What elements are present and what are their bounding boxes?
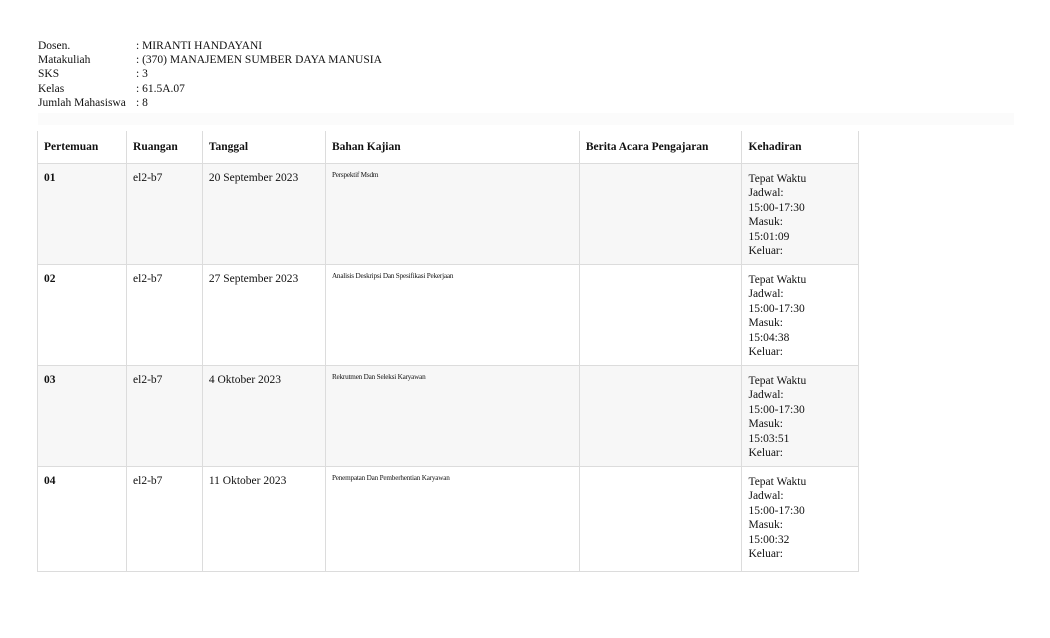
cell-pertemuan (38, 164, 127, 265)
pertemuan-number: 03 (44, 374, 56, 386)
kehadiran-status: Tepat Waktu (748, 274, 807, 286)
cell-berita-acara (579, 467, 742, 572)
cell-kehadiran (742, 265, 859, 366)
bahan-kajian-text: Analisis Deskripsi Dan Spesifikasi Pekerjaan (331, 272, 454, 280)
cell-ruangan: el2-b7 (127, 265, 203, 366)
kehadiran-masuk-label: Masuk: (748, 519, 783, 532)
cell-kehadiran (742, 164, 859, 265)
kehadiran-status: Tepat Waktu (748, 173, 807, 185)
header-berita-acara: Berita Acara Pengajaran (579, 131, 742, 164)
kehadiran-jadwal: 15:00-17:30 (748, 403, 805, 416)
table-row (38, 164, 859, 265)
info-row-jumlah-mahasiswa (38, 96, 382, 110)
kehadiran-jadwal: 15:00-17:30 (748, 504, 805, 517)
info-label: Kelas (38, 82, 65, 95)
cell-ruangan: el2-b7 (127, 366, 203, 467)
separator-band (38, 113, 1014, 125)
info-value: : MIRANTI HANDAYANI (136, 40, 263, 52)
info-label: Dosen. (38, 40, 71, 52)
kehadiran-masuk-label: Masuk: (748, 317, 783, 330)
kehadiran-jadwal: 15:00-17:30 (748, 201, 805, 214)
bahan-kajian-text: Perspektif Msdm (331, 171, 379, 179)
info-row-kelas (38, 82, 382, 96)
header-pertemuan: Pertemuan (38, 131, 127, 164)
header-bahan-kajian: Bahan Kajian (325, 131, 579, 164)
cell-tanggal: 4 Oktober 2023 (202, 366, 325, 467)
bahan-kajian-text: Rekrutmen Dan Seleksi Karyawan (331, 373, 426, 381)
info-row-matakuliah (38, 53, 382, 67)
kehadiran-keluar-label: Keluar: (748, 245, 783, 258)
kehadiran-keluar-label: Keluar: (748, 447, 783, 460)
info-label: SKS (38, 68, 60, 81)
pertemuan-number: 04 (44, 475, 56, 487)
table-row (38, 467, 859, 572)
kehadiran-masuk-label: Masuk: (748, 418, 783, 431)
attendance-table (37, 131, 859, 572)
cell-berita-acara (579, 265, 742, 366)
cell-bahan-kajian (325, 164, 579, 265)
header-tanggal: Tanggal (202, 131, 325, 164)
cell-bahan-kajian (325, 467, 579, 572)
cell-tanggal: 27 September 2023 (202, 265, 325, 366)
cell-kehadiran (742, 467, 859, 572)
cell-berita-acara (579, 366, 742, 467)
header-kehadiran: Kehadiran (742, 131, 859, 164)
kehadiran-jadwal: 15:00-17:30 (748, 302, 805, 315)
info-label: Jumlah Mahasiswa (38, 96, 126, 109)
table-row (38, 366, 859, 467)
cell-pertemuan (38, 265, 127, 366)
info-value: : 61.5A.07 (136, 82, 185, 95)
kehadiran-jadwal-label: Jadwal: (748, 389, 784, 402)
kehadiran-masuk: 15:04:38 (748, 331, 790, 344)
header-ruangan: Ruangan (127, 131, 203, 164)
cell-ruangan: el2-b7 (127, 467, 203, 572)
kehadiran-keluar-label: Keluar: (748, 346, 783, 359)
info-value: : (370) MANAJEMEN SUMBER DAYA MANUSIA (136, 54, 382, 67)
table-row (38, 265, 859, 366)
cell-pertemuan (38, 467, 127, 572)
cell-tanggal: 20 September 2023 (202, 164, 325, 265)
kehadiran-masuk-label: Masuk: (748, 216, 783, 229)
cell-tanggal: 11 Oktober 2023 (202, 467, 325, 572)
pertemuan-number: 01 (44, 172, 56, 184)
cell-berita-acara (579, 164, 742, 265)
cell-bahan-kajian (325, 366, 579, 467)
course-info (38, 39, 382, 110)
cell-bahan-kajian (325, 265, 579, 366)
cell-kehadiran (742, 366, 859, 467)
info-row-dosen (38, 39, 382, 53)
kehadiran-status: Tepat Waktu (748, 375, 807, 387)
kehadiran-masuk: 15:00:32 (748, 533, 790, 546)
bahan-kajian-text: Penempatan Dan Pemberhentian Karyawan (331, 474, 450, 482)
table-header-row (38, 131, 859, 164)
cell-pertemuan (38, 366, 127, 467)
kehadiran-jadwal-label: Jadwal: (748, 490, 784, 503)
kehadiran-keluar-label: Keluar: (748, 548, 783, 561)
kehadiran-status: Tepat Waktu (748, 476, 807, 488)
kehadiran-masuk: 15:01:09 (748, 230, 790, 243)
info-value: : 8 (136, 96, 148, 109)
info-label: Matakuliah (38, 54, 91, 67)
info-row-sks (38, 67, 382, 81)
info-value: : 3 (136, 68, 148, 81)
kehadiran-jadwal-label: Jadwal: (748, 288, 784, 301)
cell-ruangan: el2-b7 (127, 164, 203, 265)
kehadiran-jadwal-label: Jadwal: (748, 187, 784, 200)
kehadiran-masuk: 15:03:51 (748, 432, 790, 445)
pertemuan-number: 02 (44, 273, 56, 285)
